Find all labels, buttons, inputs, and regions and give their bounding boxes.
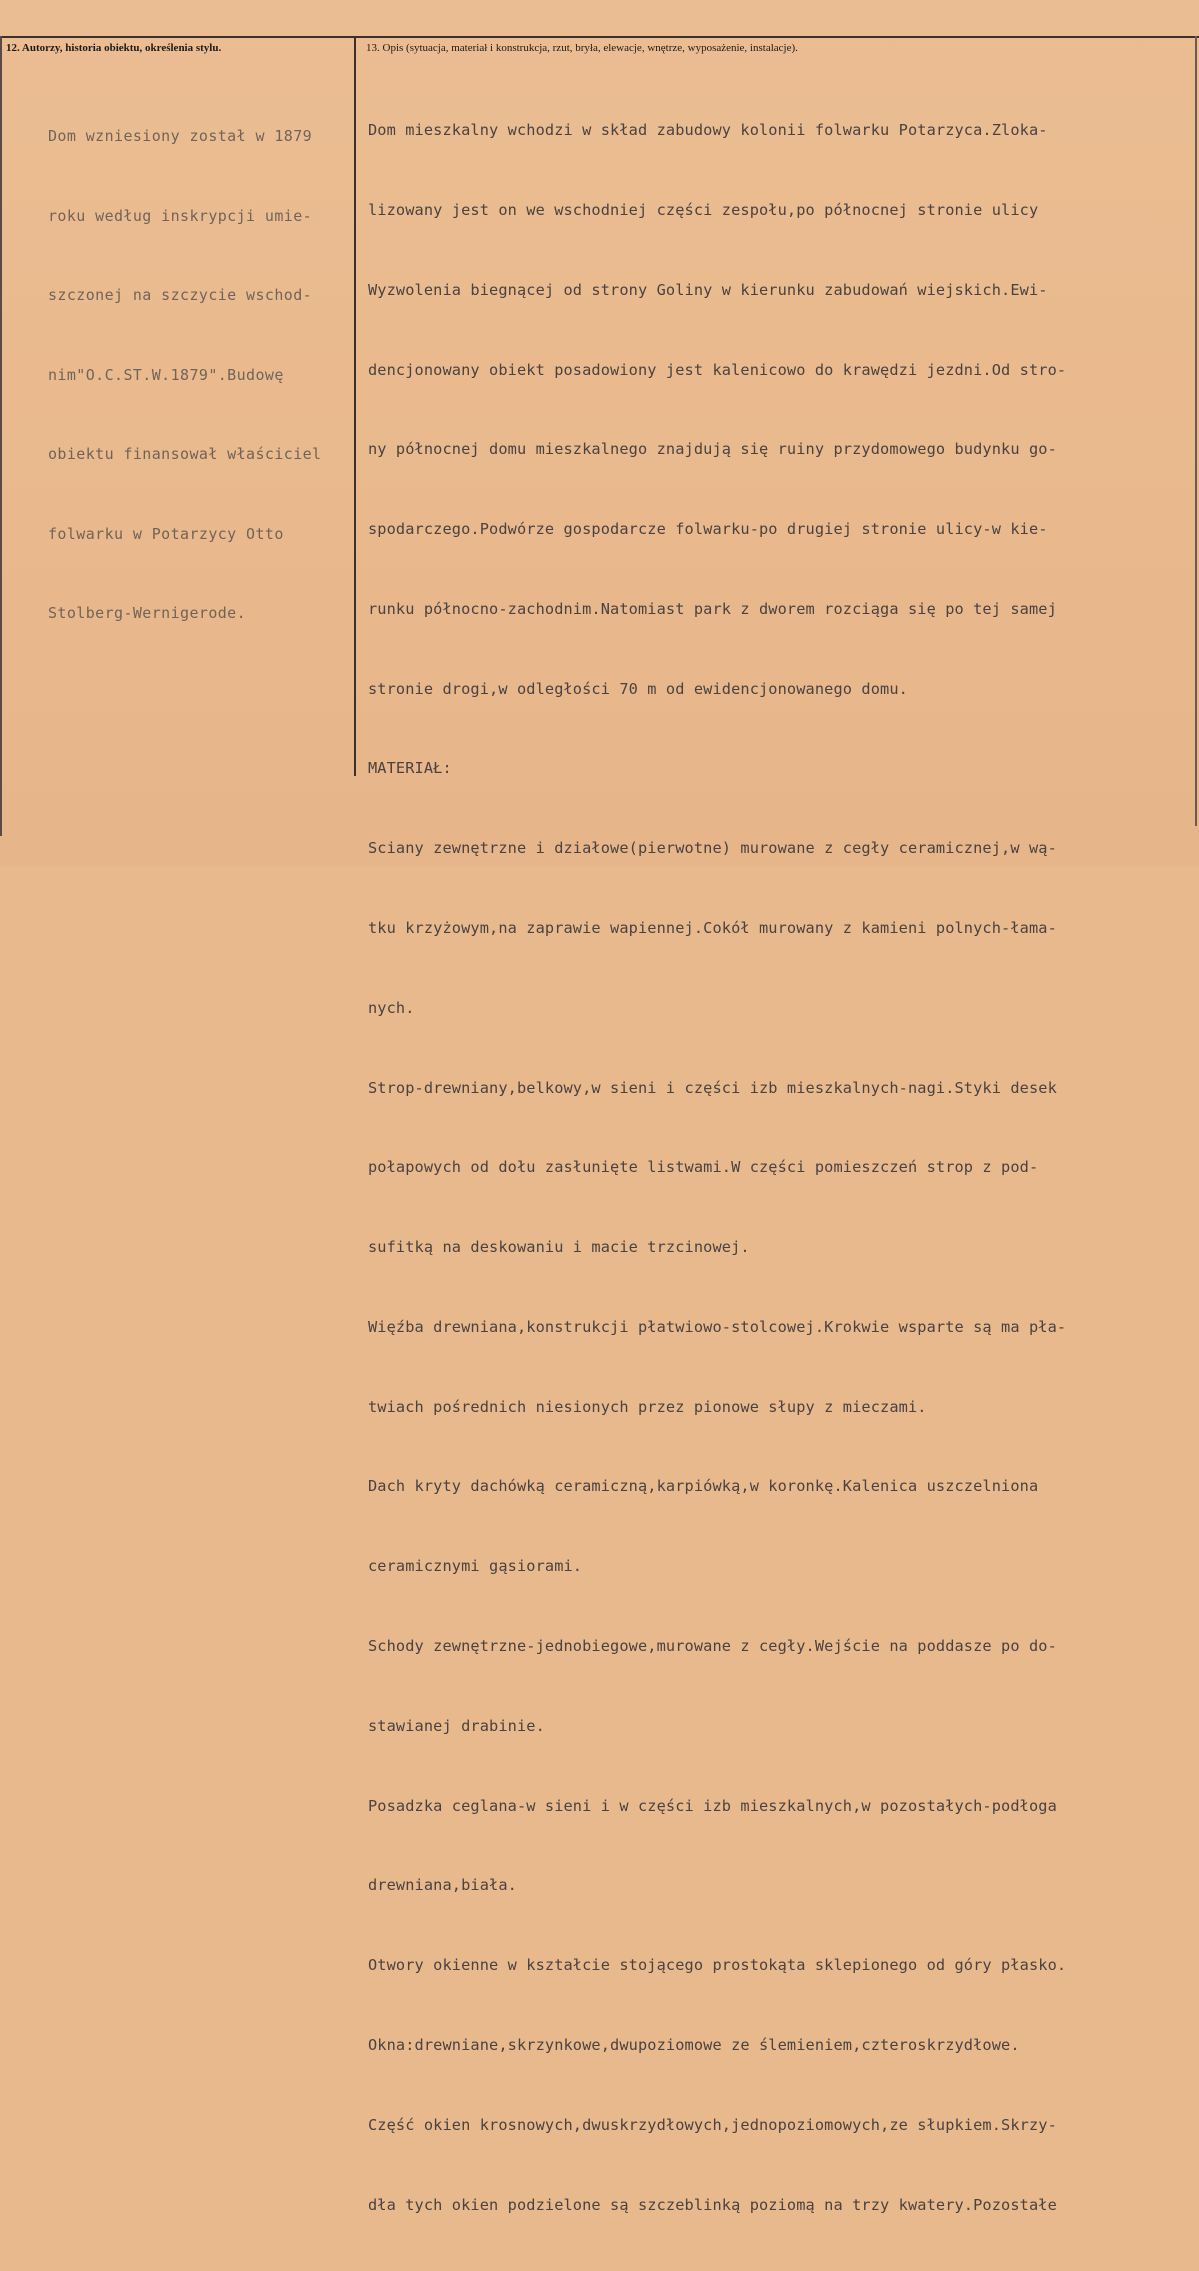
text-line: MATERIAŁ: — [368, 759, 452, 778]
left-border — [0, 36, 2, 836]
text-line: nim"O.C.ST.W.1879".Budowę — [48, 365, 284, 384]
text-line: dła tych okien podzielone są szczeblinką poziomą na trzy kwatery.Pozostałe — [368, 2195, 1057, 2214]
authors-history-text — [48, 70, 354, 680]
section-12-header: 12. Autorzy, historia obiektu, określenia stylu. — [6, 42, 222, 54]
text-line: szczonej na szczycie wschod- — [48, 286, 313, 304]
text-line: Dom wzniesiony został w 1879 — [48, 127, 313, 145]
text-line: Więźba drewniana,konstrukcji płatwiowo-stolcowej.Krokwie wsparte są ma pła- — [368, 1317, 1067, 1336]
text-line: Schody zewnętrzne-jednobiegowe,murowane z cegły.Wejście na poddasze po do- — [368, 1637, 1057, 1656]
text-line: Wyzwolenia biegnącej od strony Goliny w kierunku zabudowań wiejskich.Ewi- — [368, 280, 1048, 299]
text-line: Okna:drewniane,skrzynkowe,dwupoziomowe ze ślemieniem,czteroskrzydłowe. — [368, 2035, 1020, 2054]
text-line: Sciany zewnętrzne i działowe(pierwotne) murowane z cegły ceramicznej,w wą- — [368, 839, 1057, 858]
column-divider — [354, 38, 356, 776]
text-line: Część okien krosnowych,dwuskrzydłowych,jednopoziomowych,ze słupkiem.Skrzy- — [368, 2115, 1057, 2134]
text-line: Posadzka ceglana-w sieni i w części izb mieszkalnych,w pozostałych-podłoga — [368, 1796, 1057, 1815]
text-line: lizowany jest on we wschodniej części zespołu,po północnej stronie ulicy — [368, 200, 1039, 219]
text-line: tku krzyżowym,na zaprawie wapiennej.Cokół murowany z kamieni polnych-łama- — [368, 919, 1057, 937]
text-line: runku północno-zachodnim.Natomiast park z dworem rozciąga się po tej samej — [368, 599, 1057, 618]
description-text — [368, 64, 1158, 2271]
text-line: Strop-drewniany,belkowy,w sieni i części izb mieszkalnych-nagi.Styki desek — [368, 1078, 1057, 1097]
text-line: Stolberg-Wernigerode. — [48, 604, 247, 622]
top-rule — [0, 36, 1199, 38]
text-line: spodarczego.Podwórze gospodarcze folwarku-po drugiej stronie ulicy-w kie- — [368, 520, 1048, 539]
text-line: drewniana,biała. — [368, 1876, 517, 1895]
text-line: roku według inskrypcji umie- — [48, 206, 313, 225]
right-border — [1195, 36, 1197, 826]
text-line: stawianej drabinie. — [368, 1716, 545, 1735]
text-line: stronie drogi,w odległości 70 m od ewidencjonowanego domu. — [368, 679, 908, 698]
text-line: ceramicznymi gąsiorami. — [368, 1557, 583, 1576]
text-line: Otwory okienne w kształcie stojącego prostokąta sklepionego od góry płasko. — [368, 1956, 1067, 1975]
text-line: nych. — [368, 998, 415, 1017]
text-line: Dom mieszkalny wchodzi w skład zabudowy kolonii folwarku Potarzyca.Zloka- — [368, 121, 1048, 140]
text-line: dencjonowany obiekt posadowiony jest kalenicowo do krawędzi jezdni.Od stro- — [368, 360, 1067, 379]
text-line: połapowych od dołu zasłunięte listwami.W części pomieszczeń strop z pod- — [368, 1158, 1039, 1177]
text-line: ny północnej domu mieszkalnego znajdują się ruiny przydomowego budynku go- — [368, 440, 1057, 459]
text-line: folwarku w Potarzycy Otto — [48, 524, 284, 543]
text-line: obiektu finansował właściciel — [48, 445, 322, 463]
text-line: Dach kryty dachówką ceramiczną,karpiówką,w koronkę.Kalenica uszczelniona — [368, 1477, 1039, 1496]
text-line: twiach pośrednich niesionych przez pionowe słupy z mieczami. — [368, 1397, 927, 1416]
section-13-header: 13. Opis (sytuacja, materiał i konstrukcja, rzut, bryła, elewacje, wnętrze, wyposażenie, instalacje). — [366, 42, 798, 54]
text-line: sufitką na deskowaniu i macie trzcinowej. — [368, 1238, 750, 1257]
